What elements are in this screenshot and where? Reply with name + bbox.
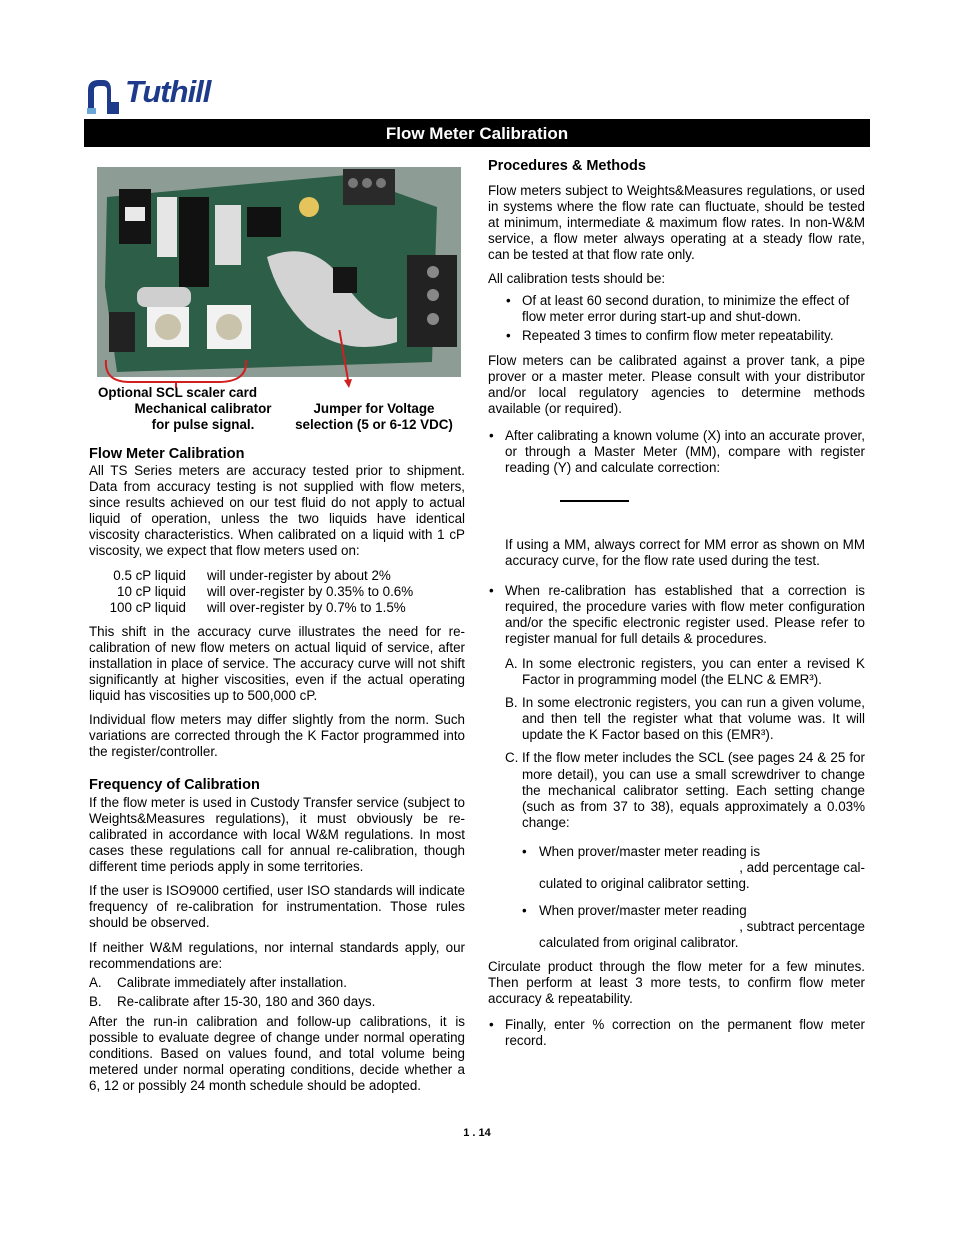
sub-bullet-text: , subtract percentage (739, 919, 865, 935)
list-item: • Of at least 60 second duration, to minimize the effect of flow meter error during start-up and shut-down. (505, 293, 865, 325)
list-text: In some electronic registers, you can run a given volume, and then tell the register what that volume was. It will update the K Factor based on this (EMR³). (522, 695, 865, 743)
paragraph: If neither W&M regulations, nor internal standards apply, our recommendations are: (89, 940, 465, 972)
viscosity-effect: will over-register by 0.35% to 0.6% (207, 584, 414, 600)
caption-line: selection (5 or 6-12 VDC) (295, 417, 453, 432)
paragraph: All TS Series meters are accuracy tested prior to shipment. Data from accuracy testing is not supplied with flow meters, since results achieved on our test fluid do not apply to actual liquid of operation, unless the two liquids have identical viscosity characteristics. When calibrated on a liquid with 1 cP viscosity, we expect that flow meters used on: (89, 463, 465, 559)
title-bar (84, 119, 870, 147)
list-item (505, 750, 865, 830)
sub-bullet-text: culated to original calibrator setting. (539, 876, 750, 892)
procedure-steps (505, 656, 865, 831)
viscosity-effect: will over-register by 0.7% to 1.5% (207, 600, 406, 616)
page-title: Flow Meter Calibration (385, 124, 569, 143)
paragraph: Circulate product through the flow meter for a few minutes. Then perform at least 3 more tests, to confirm flow meter accuracy & repeatability. (488, 959, 865, 1007)
recommendation-list (89, 975, 465, 1010)
list-letter: A. (89, 975, 102, 990)
caption-jumper (286, 401, 462, 433)
recalibration-list (488, 583, 865, 647)
list-item: • When re-calibration has established that a correction is required, the procedure varies with flow meter configuration and/or the specific electronic register used. Please refer to register manual for full details & procedures. (488, 583, 865, 647)
sub-bullet-text: When prover/master meter reading (539, 903, 747, 918)
list-item (505, 695, 865, 743)
viscosity-row (89, 568, 465, 584)
list-item (89, 975, 465, 991)
paragraph: If the user is ISO9000 certified, user ISO standards will indicate frequency of re-calibration for instrumentation. Those rules should be observed. (89, 883, 465, 931)
list-letter: B. (89, 993, 102, 1009)
list-letter: A. (505, 656, 518, 671)
paragraph: Flow meters can be calibrated against a prover tank, a pipe prover or a master meter. Please consult with your distributor and/or local regulatory agencies to determine methods available (or required). (488, 353, 865, 417)
sub-bullet-text: , add percentage cal- (739, 860, 865, 876)
fraction-line (560, 500, 629, 502)
paragraph: Flow meters subject to Weights&Measures regulations, or used in systems where the flow rate can fluctuate, should be tested at minimum, intermediate & maximum flow rates. In non-W&M service, a flow meter always operating at a steady flow rate, can be tested at that flow rate only. (488, 183, 865, 263)
list-letter: B. (505, 695, 518, 711)
section-heading-procedures: Procedures & Methods (488, 158, 646, 174)
sub-bullet-line (522, 844, 865, 860)
paragraph: Individual flow meters may differ slightly from the norm. Such variations are corrected through the K Factor programmed into the register/controller. (89, 712, 465, 760)
paragraph: If the flow meter is used in Custody Transfer service (subject to Weights&Measures regulations), it must obviously be re-calibrated in accordance with local W&M regulations. In most cases these regulations call for annual re-calibration, though different time periods apply in some territories. (89, 795, 465, 875)
correction-list (488, 428, 865, 476)
sub-bullet-add (522, 844, 865, 892)
list-item (89, 994, 465, 1010)
list-item: • Repeated 3 times to confirm flow meter repeatability. (505, 328, 865, 344)
list-item (505, 656, 865, 688)
paragraph: If using a MM, always correct for MM error as shown on MM accuracy curve, for the flow rate used during the test. (505, 537, 865, 569)
viscosity-effect: will under-register by about 2% (207, 568, 391, 583)
viscosity-row (89, 600, 465, 616)
page-number: 1 . 14 (463, 1127, 491, 1139)
tuthill-logo-mark (85, 76, 123, 116)
paragraph: After the run-in calibration and follow-up calibrations, it is possible to evaluate degree of change under normal operating conditions. Based on values found, and total volume being metered under normal operating conditions, decide whether a 6, 12 or possibly 24 month schedule should be adopted. (89, 1014, 465, 1094)
paragraph: All calibration tests should be: (488, 271, 666, 286)
viscosity-value: 10 cP liquid (117, 584, 186, 600)
list-item: • After calibrating a known volume (X) into an accurate prover, or through a Master Meter (MM), compare with register reading (Y) and calculate correction: (488, 428, 865, 476)
caption-line: for pulse signal. (151, 417, 255, 432)
bullet-glyph: • (522, 903, 527, 918)
list-text: If the flow meter includes the SCL (see pages 24 & 25 for more detail), you can use a small screwdriver to change the mechanical calibrator setting. Each setting change (such as from 37 to 38), equals approximately a 0.03% change: (522, 750, 865, 830)
bullet-glyph: • (522, 844, 527, 859)
caption-line: Mechanical calibrator (134, 401, 272, 416)
section-heading-frequency: Frequency of Calibration (89, 777, 260, 793)
paragraph: This shift in the accuracy curve illustrates the need for re-calibration of new flow meters on actual liquid of service, after installation in place of service. The accuracy curve will not shift significantly at higher viscosities, even if the actual operating liquid has viscosities up to 500,000 cP. (89, 624, 465, 704)
caption-scl-card: Optional SCL scaler card (98, 385, 258, 400)
viscosity-value: 100 cP liquid (109, 600, 186, 616)
callout-arrows (90, 330, 370, 390)
viscosity-table (89, 568, 465, 616)
list-text: In some electronic registers, you can enter a revised K Factor in programming model (the ELNC & EMR³). (522, 656, 865, 688)
list-letter: C. (505, 750, 519, 766)
logo-wordmark: Tuthill (125, 74, 211, 109)
test-requirements-list (505, 293, 865, 344)
list-item: • Finally, enter % correction on the permanent flow meter record. (488, 1017, 865, 1049)
sub-bullet-text: When prover/master meter reading is (539, 844, 761, 859)
sub-bullet-text: calculated from original calibrator. (539, 935, 739, 951)
section-heading-calibration: Flow Meter Calibration (89, 446, 245, 462)
sub-bullet-line (522, 903, 865, 919)
list-text: Re-calibrate after 15-30, 180 and 360 days. (117, 993, 376, 1009)
sub-bullet-subtract (522, 903, 865, 951)
list-text: Calibrate immediately after installation. (117, 975, 347, 990)
viscosity-row (89, 584, 465, 600)
caption-line: Jumper for Voltage (313, 401, 435, 416)
viscosity-value: 0.5 cP liquid (113, 568, 186, 583)
caption-mechanical-calibrator (118, 401, 288, 433)
final-list (488, 1017, 865, 1049)
